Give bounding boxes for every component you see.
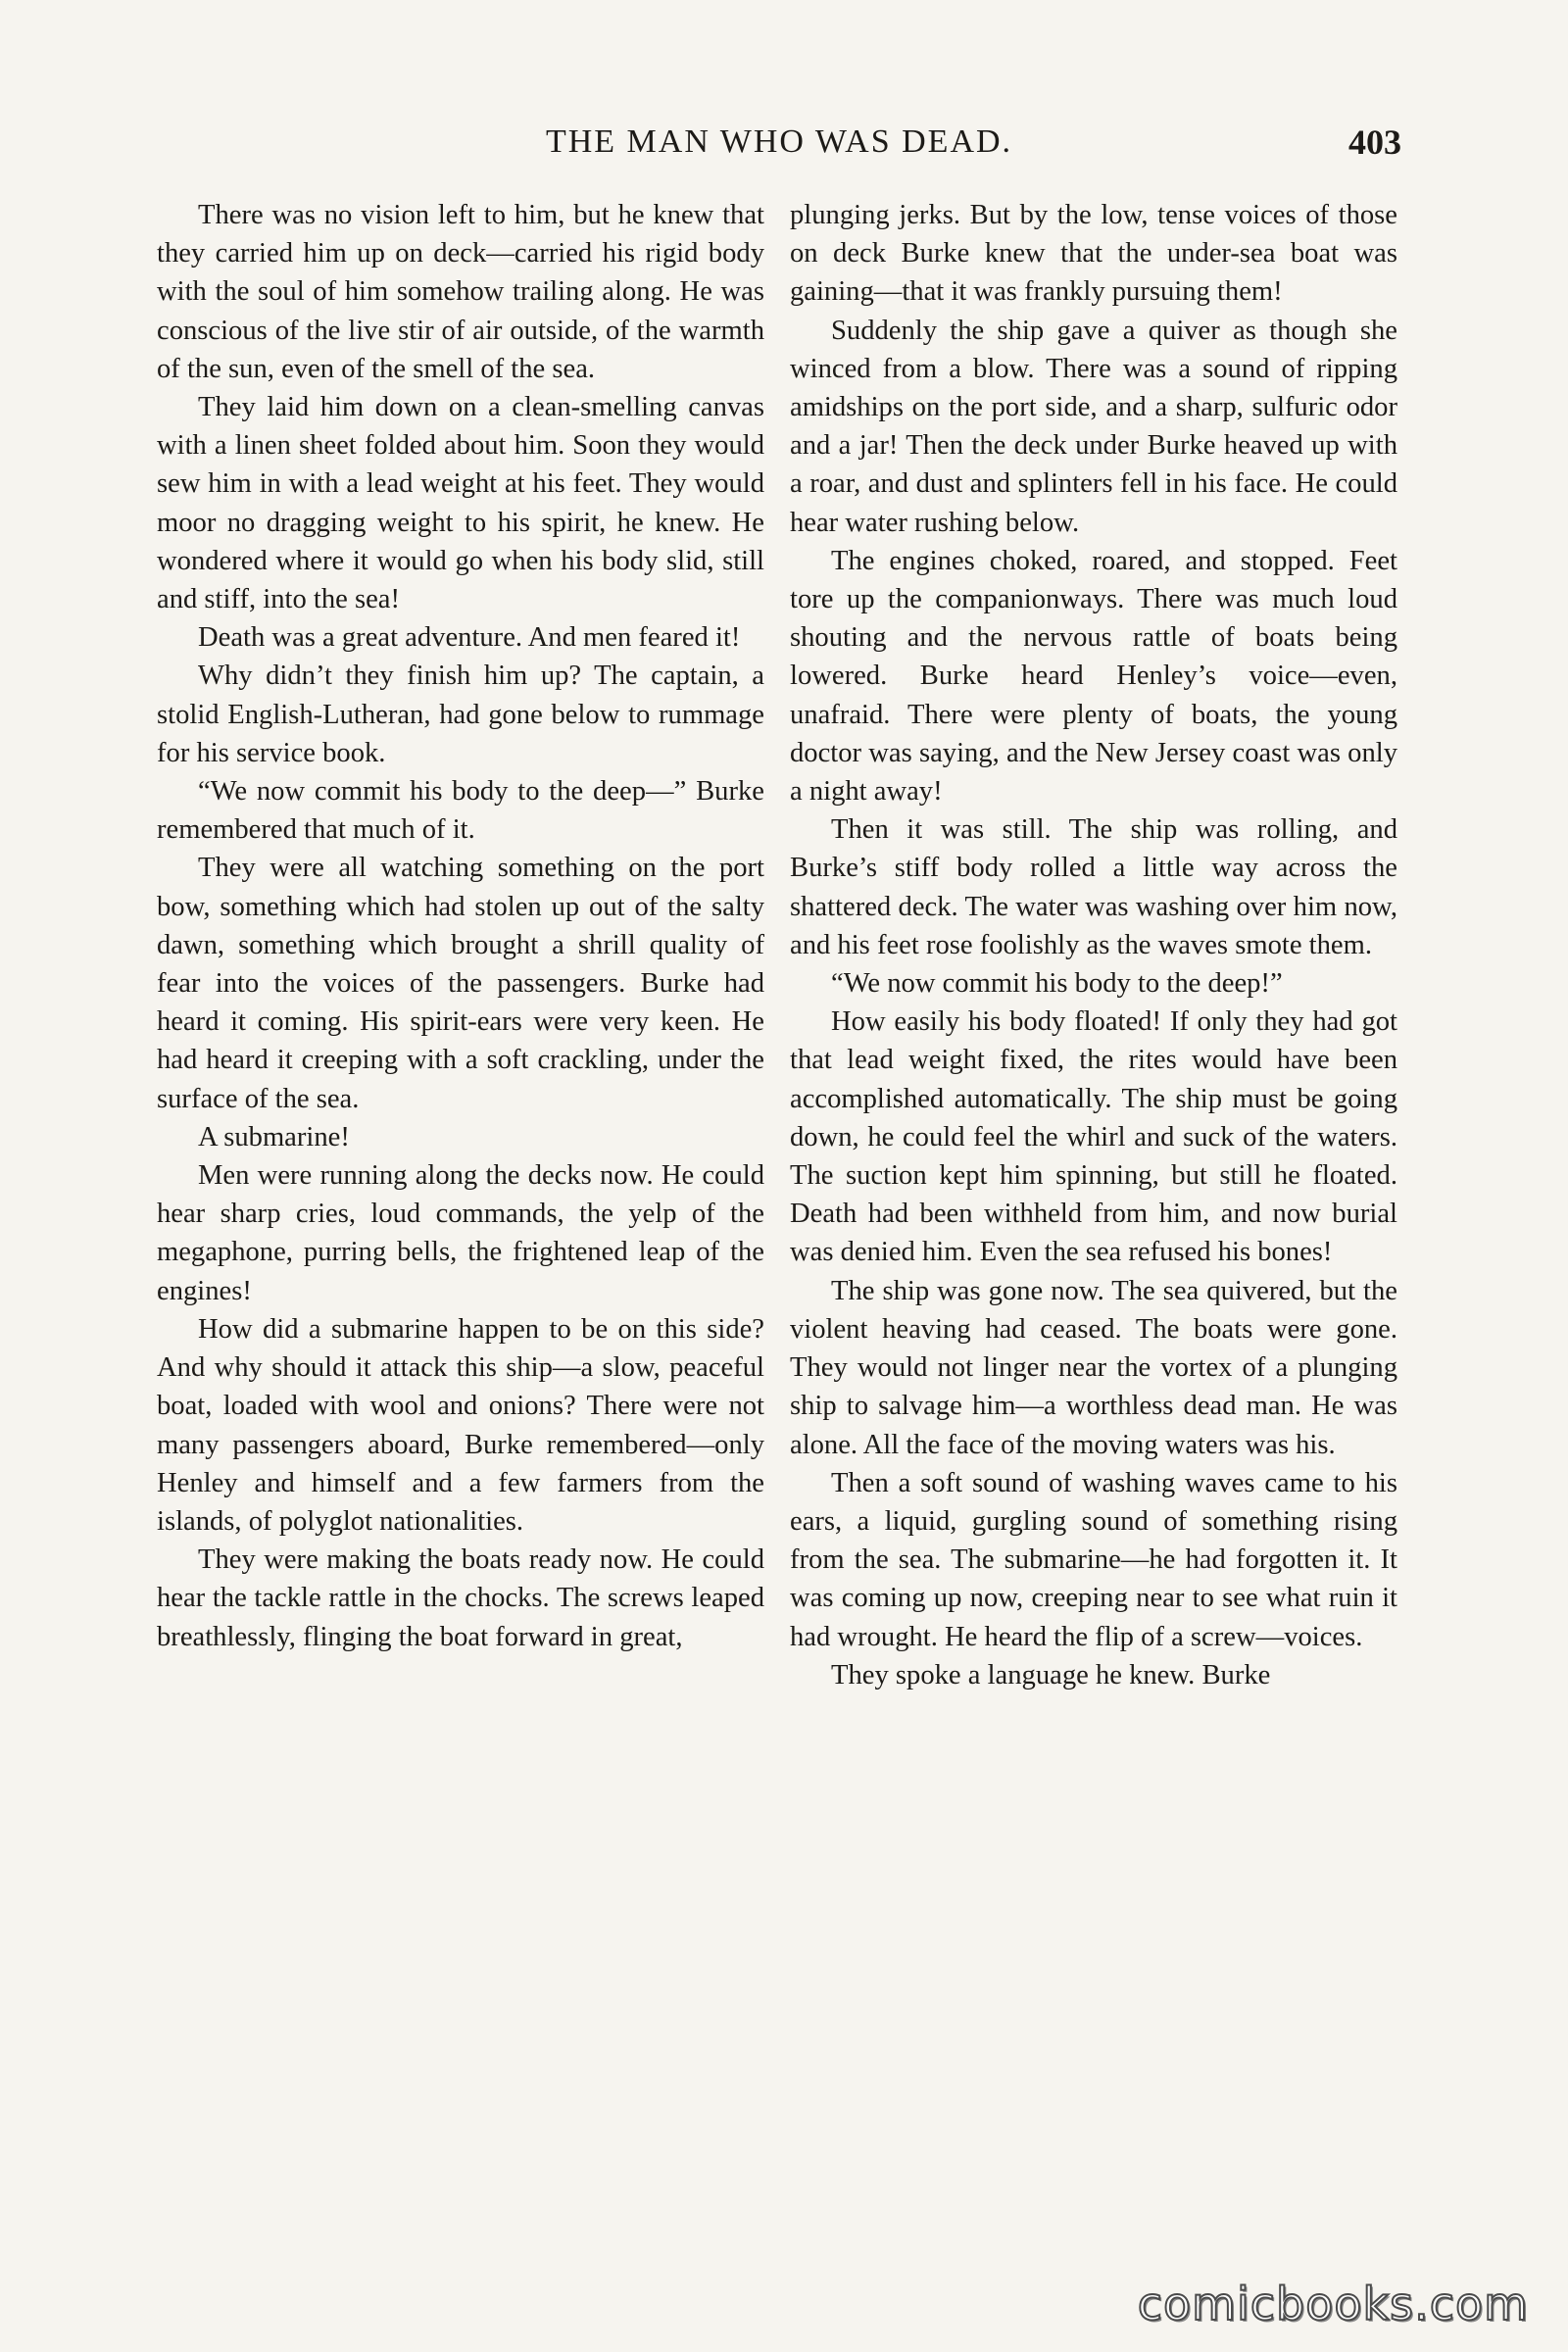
paragraph: “We now commit his body to the deep!” bbox=[831, 968, 1283, 1000]
paragraph: “We now commit his body to the deep—” Burke remembered that much of it. bbox=[157, 776, 764, 846]
page-number: 403 bbox=[1348, 122, 1401, 162]
paragraph: They were all watching something on the port bow, something which had stolen up out of the salty dawn, something which brought a shrill quality of fear into the voices of the passengers. Burke had heard it coming. His spirit-ears were very keen. He had heard it creeping with a soft crackling, under the surface of the sea. bbox=[157, 853, 764, 1114]
paragraph: They were making the boats ready now. He could hear the tackle rattle in the chocks. The screws leaped breathlessly, flinging the boat forward in great, bbox=[157, 1544, 764, 1652]
paragraph: Suddenly the ship gave a quiver as though she winced from a blow. There was a sound of ripping amidships on the port side, and a sharp, sulfuric odor and a jar! Then the deck under Burke heaved up with a roar, and dust and splinters fell in his face. He could hear water rushing below. bbox=[790, 315, 1397, 538]
paragraph: They spoke a language he knew. Burke bbox=[831, 1659, 1271, 1690]
paragraph: The ship was gone now. The sea quivered, but the violent heaving had ceased. The boats were gone. They would not linger near the vortex of a plunging ship to salvage him—a worthless dead man. He was alone. All the face of the moving waters was his. bbox=[790, 1275, 1397, 1460]
paragraph: There was no vision left to him, but he knew that they carried him up on deck—carried his rigid body with the soul of him somehow trailing along. He was conscious of the live stir of air outside, of the warmth of the sun, even of the smell of the sea. bbox=[157, 200, 764, 384]
paragraph: How did a submarine happen to be on this side? And why should it attack this ship—a slow, peaceful boat, loaded with wool and onions? There were not many passengers aboard, Burke remembered—only Henley and himself and a few farmers from the islands, of polyglot nationalities. bbox=[157, 1313, 764, 1537]
paragraph: Then a soft sound of washing waves came to his ears, a liquid, gurgling sound of something rising from the sea. The submarine—he had forgotten it. It was coming up now, creeping near to see what ruin it had wrought. He heard the flip of a screw—voices. bbox=[790, 1467, 1397, 1652]
paragraph: Men were running along the decks now. He could hear sharp cries, loud commands, the yelp of the megaphone, purring bells, the frightened leap of the engines! bbox=[157, 1160, 764, 1306]
paragraph: Death was a great adventure. And men feared it! bbox=[198, 622, 741, 654]
paragraph: Then it was still. The ship was rolling, and Burke’s stiff body rolled a little way across the shattered deck. The water was washing over him now, and his feet rose foolishly as the waves smote them. bbox=[790, 814, 1397, 960]
running-head bbox=[157, 120, 1401, 169]
right-column bbox=[790, 196, 1397, 1694]
paragraph-continuation: plunging jerks. But by the low, tense voices of those on deck Burke knew that the under-sea boat was gaining—that it was frankly pursuing them! bbox=[790, 200, 1397, 308]
paragraph: A submarine! bbox=[198, 1121, 350, 1152]
left-column bbox=[157, 196, 764, 1656]
running-title: THE MAN WHO WAS DEAD. bbox=[545, 123, 1013, 160]
paragraph: The engines choked, roared, and stopped. Feet tore up the companionways. There was much loud shouting and the nervous rattle of boats being lowered. Burke heard Henley’s voice—even, unafraid. There were plenty of boats, the young doctor was saying, and the New Jersey coast was only a night away! bbox=[790, 545, 1397, 808]
paragraph: Why didn’t they finish him up? The captain, a stolid English-Lutheran, had gone below to rummage for his service book. bbox=[157, 661, 764, 768]
watermark: comicbooks.com bbox=[1137, 2278, 1529, 2330]
paragraph: How easily his body floated! If only they had got that lead weight fixed, the rites would have been accomplished automatically. The ship must be going down, he could feel the whirl and suck of the waters. The suction kept him spinning, but still he floated. Death had been withheld from him, and now burial was denied him. Even the sea refused his bones! bbox=[790, 1006, 1397, 1268]
paragraph: They laid him down on a clean-smelling canvas with a linen sheet folded about him. Soon they would sew him in with a lead weight at his feet. They would moor no dragging weight to his spirit, he knew. He wondered where it would go when his body slid, still and stiff, into the sea! bbox=[157, 392, 764, 615]
